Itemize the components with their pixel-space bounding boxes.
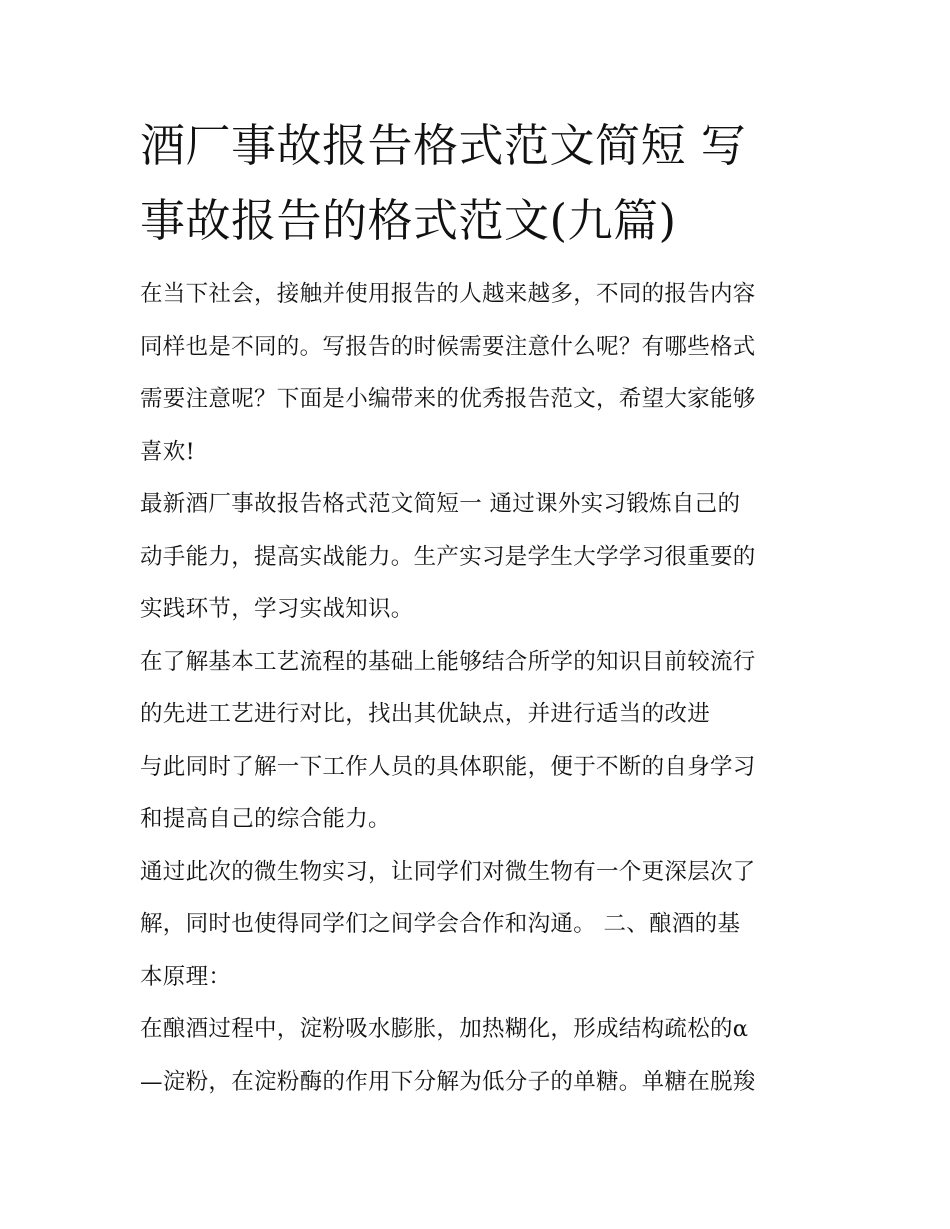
title-line: 酒厂事故报告格式范文简短 写 <box>140 119 747 172</box>
text-line: 动手能力，提高实战能力。生产实习是学生大学学习很重要的 <box>140 543 756 570</box>
text-line: 在当下社会，接触并使用报告的人越来越多，不同的报告内容 <box>140 281 756 307</box>
document-page <box>140 108 812 1108</box>
paragraph-process <box>140 636 812 846</box>
text-line: 最新酒厂事故报告格式范文简短一 通过课外实习锻炼自己的 <box>140 491 741 517</box>
text-line: 的先进工艺进行对比，找出其优缺点，并进行适当的改进 <box>140 701 711 727</box>
text-line: 同样也是不同的。写报告的时候需要注意什么呢？有哪些格式 <box>140 333 756 360</box>
paragraph-intro <box>140 268 812 478</box>
text-line: —淀粉，在淀粉酶的作用下分解为低分子的单糖。单糖在脱羧 <box>140 1068 756 1095</box>
text-line: 在了解基本工艺流程的基础上能够结合所学的知识目前较流行 <box>140 648 756 675</box>
text-line: 解，同时也使得同学们之间学会合作和沟通。 二、酿酒的基 <box>140 911 741 937</box>
text-line: 喜欢! <box>140 438 195 465</box>
text-line: 通过此次的微生物实习，让同学们对微生物有一个更深层次了 <box>140 858 756 885</box>
paragraph-microbiology <box>140 846 812 1004</box>
text-line: 本原理： <box>140 963 232 990</box>
text-line: 和提高自己的综合能力。 <box>140 806 391 832</box>
title-line: 事故报告的格式范文(九篇) <box>140 194 677 247</box>
paragraph-section-one <box>140 478 812 636</box>
text-line: 与此同时了解一下工作人员的具体职能，便于不断的自身学习 <box>140 753 756 780</box>
paragraph-brewing <box>140 1003 812 1108</box>
document-title <box>140 108 812 258</box>
text-line: 实践环节，学习实战知识。 <box>140 596 414 622</box>
text-line: 需要注意呢？下面是小编带来的优秀报告范文，希望大家能够 <box>140 386 756 412</box>
text-line: 在酿酒过程中，淀粉吸水膨胀，加热糊化，形成结构疏松的α <box>140 1016 749 1042</box>
